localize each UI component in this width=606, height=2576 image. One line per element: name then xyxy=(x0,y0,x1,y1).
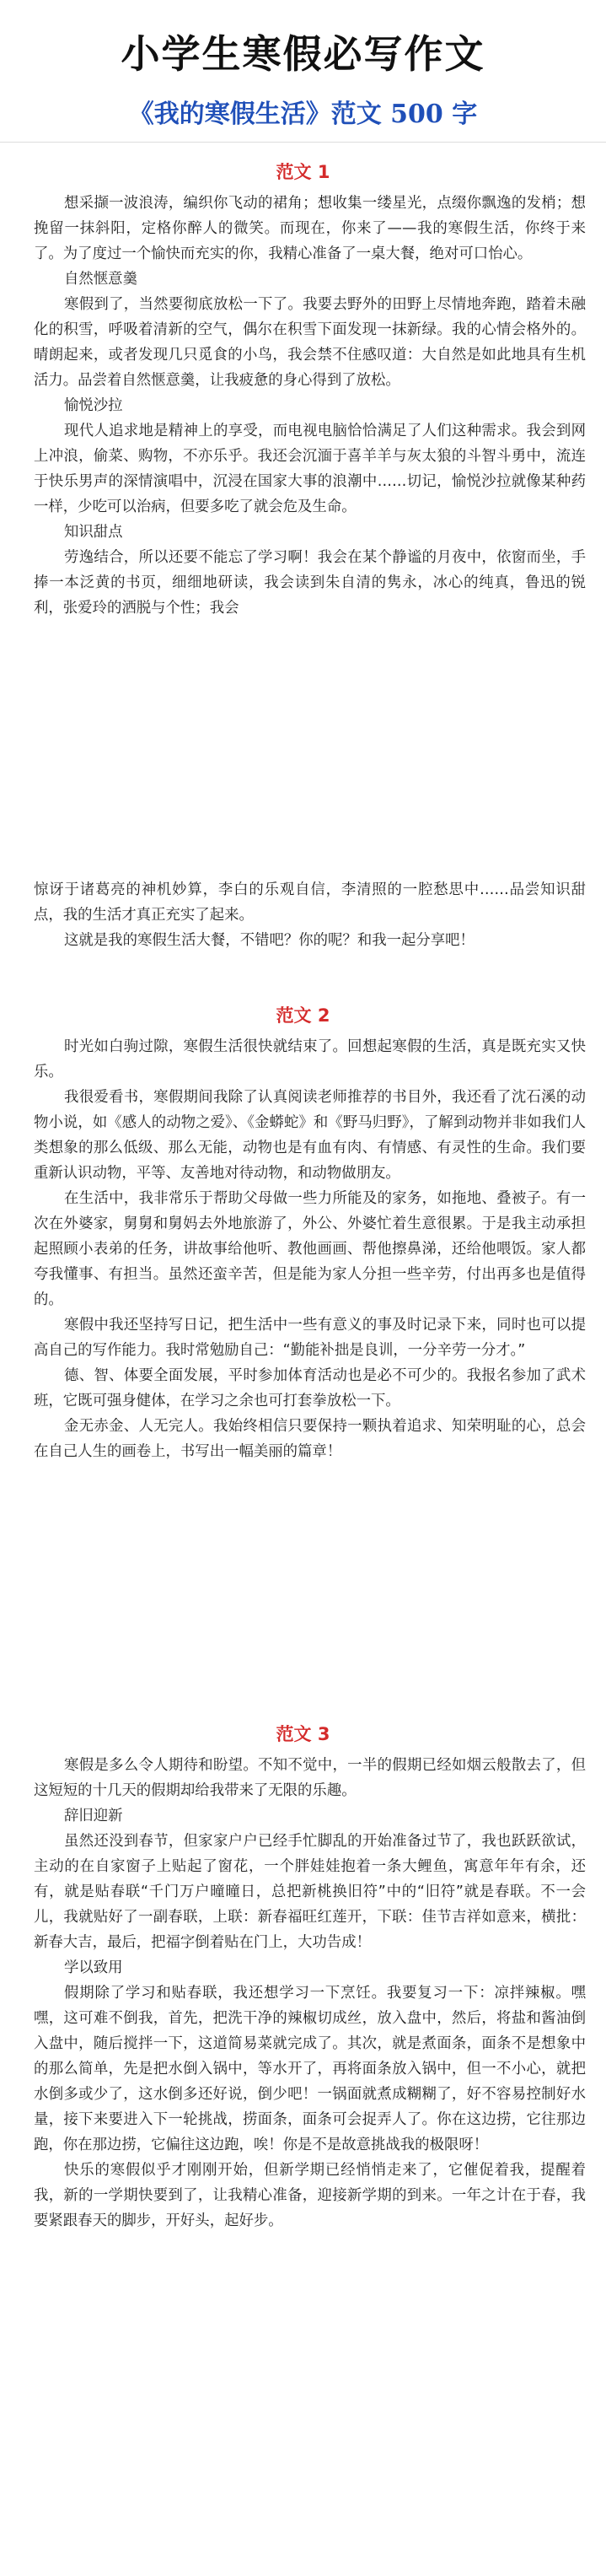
essay-1-subheading-1: 自然惬意羹 xyxy=(64,271,137,288)
essay-1-paragraph-2: 寒假到了，当然要彻底放松一下了。我要去野外的田野上尽情地奔跑，踏着未融化的积雪，呼吸着清新的空气，偶尔在积雪下面发现一抹新绿。我的心情会格外的。晴朗起来，或者发现几只觅食的小鸟，我会禁不住感叹道：大自然是如此地具有生机活力。品尝着自然惬意羹，让我疲惫的身心得到了放松。 xyxy=(34,296,586,389)
essay-2-paragraph-5: 德、智、体要全面发展，平时参加体育活动也是必不可少的。我报名参加了武术班，它既可强身健体，在学习之余也可打套拳放松一下。 xyxy=(34,1367,586,1409)
essay-3-paragraph-3: 假期除了学习和贴春联，我还想学习一下烹饪。我要复习一下：凉拌辣椒。嘿嘿，这可难不倒我，首先，把洗干净的辣椒切成丝，放入盘中，然后，将盐和酱油倒入盘中，随后搅拌一下，这道简易菜就完成了。其次，就是煮面条，面条不是想象中的那么简单，先是把水倒入锅中，等水开了，再将面条放入锅中，但一不小心，就把水倒多或少了，这水倒多还好说，倒少吧！一锅面就煮成糊糊了，好不容易控制好水量，接下来要进入下一轮挑战，捞面条，面条可会捉弄人了。你在这边捞，它往那边跑，你在那边捞，它偏往这边跑，唉！你是不是故意挑战我的极限呀！ xyxy=(34,1985,586,2153)
essay-3-paragraph-1: 寒假是多么令人期待和盼望。不知不觉中，一半的假期已经如烟云般散去了，但这短短的十几天的假期却给我带来了无限的乐趣。 xyxy=(34,1757,586,1799)
page-subtitle: 《我的寒假生活》范文 500 字 xyxy=(128,100,478,129)
essay-3-subheading-2: 学以致用 xyxy=(64,1959,123,1976)
essay-1-subheading-3: 知识甜点 xyxy=(64,524,123,541)
essay-2-paragraph-3: 在生活中，我非常乐于帮助父母做一些力所能及的家务，如拖地、叠被子。有一次在外婆家，舅舅和舅妈去外地旅游了，外公、外婆忙着生意很累。于是我主动承担起照顾小表弟的任务，讲故事给他听、教他画画、帮他擦鼻涕，还给他喂饭。家人都夸我懂事、有担当。虽然还蛮辛苦，但是能为家人分担一些辛劳，付出再多也是值得的。 xyxy=(34,1190,586,1308)
essay-2 xyxy=(0,1002,606,1464)
essay-3-paragraph-2: 虽然还没到春节，但家家户户已经手忙脚乱的开始准备过节了，我也跃跃欲试，主动的在自家窗子上贴起了窗花，一个胖娃娃抱着一条大鲤鱼，寓意年年有余，还有，就是贴春联“千门万户曈曈日，总把新桃换旧符”中的“旧符”就是春联。不一会儿，我就贴好了一副春联，上联：新春福旺红莲开，下联：佳节吉祥如意来，横批：新春大吉，最后，把福字倒着贴在门上，大功告成！ xyxy=(34,1833,586,1951)
essay-3-subheading-1: 辞旧迎新 xyxy=(64,1808,123,1824)
essay-1-label: 范文 1 xyxy=(276,162,330,182)
essay-3-label: 范文 3 xyxy=(276,1724,330,1744)
essay-2-paragraph-2: 我很爱看书，寒假期间我除了认真阅读老师推荐的书目外，我还看了沈石溪的动物小说，如《感人的动物之爱》、《金蟒蛇》和《野马归野》，了解到动物并非如我们人类想象的那么低级、那么无能，动物也是有血有肉、有情感、有灵性的生命。我们要重新认识动物，平等、友善地对待动物，和动物做朋友。 xyxy=(34,1089,586,1182)
essay-1 xyxy=(0,159,606,621)
essay-1-closing: 这就是我的寒假生活大餐，不错吧？你的呢？和我一起分享吧！ xyxy=(64,932,475,949)
essay-2-paragraph-6: 金无赤金、人无完人。我始终相信只要保持一颗执着追求、知荣明耻的心，总会在自己人生的画卷上，书写出一幅美丽的篇章！ xyxy=(34,1418,586,1460)
page-title: 小学生寒假必写作文 xyxy=(121,31,485,77)
essay-2-paragraph-1: 时光如白驹过隙，寒假生活很快就结束了。回想起寒假的生活，真是既充实又快乐。 xyxy=(34,1038,586,1081)
essay-1-subheading-2: 愉悦沙拉 xyxy=(64,397,123,414)
essay-2-paragraph-4: 寒假中我还坚持写日记，把生活中一些有意义的事及时记录下来，同时也可以提高自己的写作能力。我时常勉励自己：“勤能补拙是良训，一分辛劳一分才。” xyxy=(34,1317,586,1359)
essay-1-paragraph-4: 劳逸结合，所以还要不能忘了学习啊！我会在某个静谧的月夜中，依窗而坐，手捧一本泛黄的书页，细细地研读，我会读到朱自清的隽永，冰心的纯真，鲁迅的锐利，张爱玲的洒脱与个性；我会 xyxy=(34,549,586,617)
essay-1-paragraph-1: 想采撷一波浪涛，编织你飞动的裙角；想收集一缕星光，点缀你飘逸的发梢；想挽留一抹斜阳，定格你醉人的微笑。而现在，你来了——我的寒假生活，你终于来了。为了度过一个愉快而充实的你，我精心准备了一桌大餐，绝对可口怡心。 xyxy=(34,195,586,262)
essay-1-paragraph-3: 现代人追求地是精神上的享受，而电视电脑恰恰满足了人们这种需求。我会到网上冲浪，偷菜、购物，不亦乐乎。我还会沉湎于喜羊羊与灰太狼的斗智斗勇中，流连于快乐男声的深情演唱中，沉浸在国家大事的浪潮中……切记，愉悦沙拉就像某种药一样，少吃可以治病，但要多吃了就会危及生命。 xyxy=(34,423,586,515)
header xyxy=(0,0,606,143)
essay-3-paragraph-4: 快乐的寒假似乎才刚刚开始，但新学期已经悄悄走来了，它催促着我，提醒着我，新的一学期快要到了，让我精心准备，迎接新学期的到来。一年之计在于春，我要紧跟春天的脚步，开好头，起好步。 xyxy=(34,2162,586,2229)
essay-1-continued xyxy=(0,877,606,953)
essay-2-label: 范文 2 xyxy=(276,1005,330,1026)
essay-3 xyxy=(0,1721,606,2234)
essay-1-paragraph-4-continued: 惊讶于诸葛亮的神机妙算，李白的乐观自信，李清照的一腔愁思中……品尝知识甜点，我的生活才真正充实了起来。 xyxy=(34,881,586,924)
